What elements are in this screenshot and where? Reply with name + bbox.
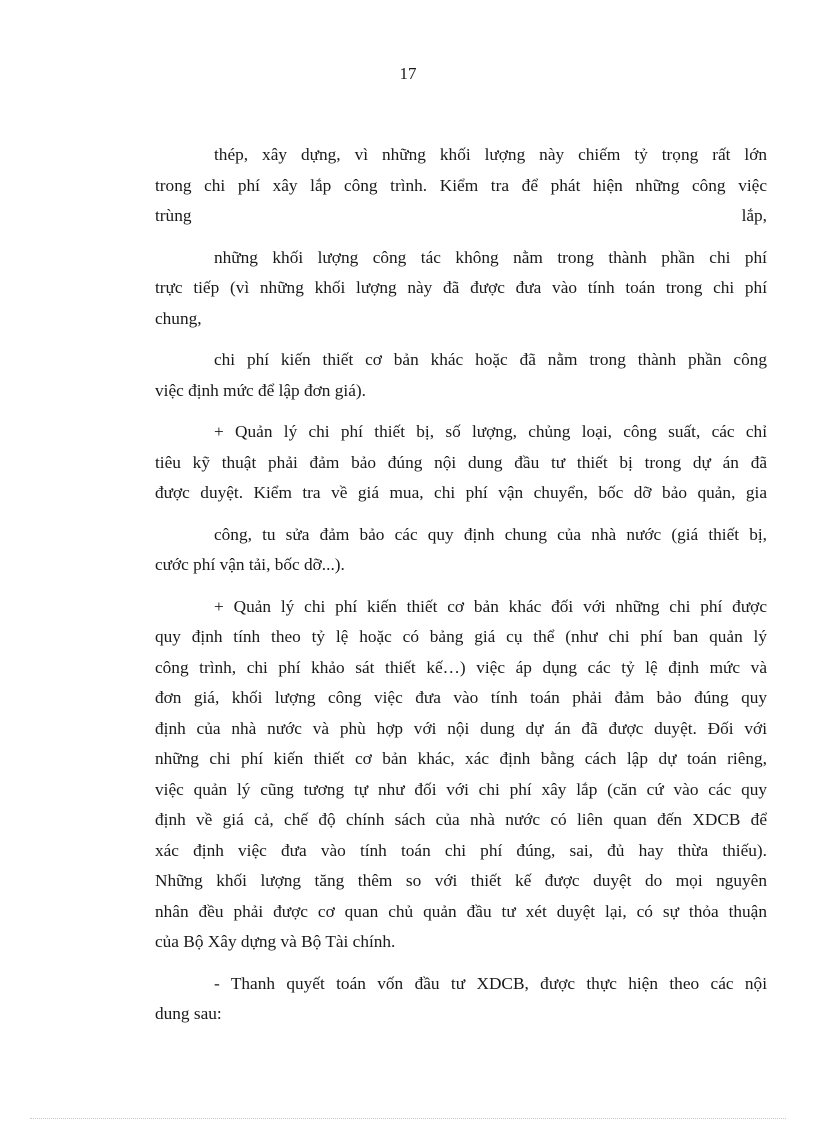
text-line: được duyệt. Kiểm tra về giá mua, chi phí vận chuyển, bốc dỡ bảo quản, gia xyxy=(155,483,767,502)
text-line: quy định tính theo tỷ lệ hoặc có bảng giá cụ thể (như chi phí ban quản lý xyxy=(155,627,767,646)
paragraph xyxy=(155,140,767,232)
text-line: công trình, chi phí khảo sát thiết kế…) việc áp dụng các tỷ lệ định mức và xyxy=(155,657,767,677)
paragraph xyxy=(155,243,767,335)
paragraph xyxy=(155,520,767,581)
paragraph xyxy=(155,417,767,509)
page-number: 17 xyxy=(399,64,417,83)
text-line: việc định mức để lập đơn giá). xyxy=(155,380,366,400)
paragraph xyxy=(155,969,767,1030)
page-footer-rule xyxy=(30,1118,786,1119)
text-line: thép, xây dựng, vì những khối lượng này chiếm tỷ trọng rất lớn xyxy=(214,145,767,164)
text-line: trong chi phí xây lắp công trình. Kiểm tra để phát hiện những công việc xyxy=(155,175,767,195)
paragraph xyxy=(155,345,767,406)
text-line: những khối lượng công tác không nằm trong thành phần chi phí xyxy=(214,247,767,267)
text-line: chung, xyxy=(155,308,202,328)
text-line: tiêu kỹ thuật phải đảm bảo đúng nội dung đầu tư thiết bị trong dự án đã xyxy=(155,452,767,472)
text-line: chi phí kiến thiết cơ bản khác hoặc đã nằm trong thành phần công xyxy=(214,350,767,369)
text-line: định của nhà nước và phù hợp với nội dung dự án đã được duyệt. Đối với xyxy=(155,718,767,738)
paragraph xyxy=(155,592,767,958)
text-line: công, tu sửa đảm bảo các quy định chung của nhà nước (giá thiết bị, xyxy=(214,524,767,544)
text-line: + Quản lý chi phí kiến thiết cơ bản khác đối với những chi phí được xyxy=(214,596,767,616)
text-line: định về giá cả, chế độ chính sách của nhà nước có liên quan đến XDCB để xyxy=(155,810,767,829)
text-line: dung sau: xyxy=(155,1004,222,1023)
text-line: của Bộ Xây dựng và Bộ Tài chính. xyxy=(155,932,396,951)
text-line: - Thanh quyết toán vốn đầu tư XDCB, được thực hiện theo các nội xyxy=(214,973,767,993)
text-line: + Quản lý chi phí thiết bị, số lượng, chủng loại, công suất, các chỉ xyxy=(214,422,767,441)
text-line: trùng lắp, xyxy=(155,206,767,225)
text-line: những chi phí kiến thiết cơ bản khác, xác định bằng cách lập dự toán riêng, xyxy=(155,749,767,768)
text-line: nhân đều phải được cơ quan chủ quản đầu tư xét duyệt lại, có sự thỏa thuận xyxy=(155,901,767,921)
text-line: xác định việc đưa vào tính toán chi phí đúng, sai, đủ hay thừa thiếu). xyxy=(155,840,767,860)
text-line: Những khối lượng tăng thêm so với thiết kế được duyệt do mọi nguyên xyxy=(155,871,767,890)
document-body xyxy=(155,140,767,1030)
text-line: cước phí vận tải, bốc dỡ...). xyxy=(155,555,345,574)
text-line: đơn giá, khối lượng công việc đưa vào tính toán phải đảm bảo đúng quy xyxy=(155,688,767,707)
text-line: trực tiếp (vì những khối lượng này đã được đưa vào tính toán trong chi phí xyxy=(155,278,767,297)
text-line: việc quản lý cũng tương tự như đối với chi phí xây lắp (căn cứ vào các quy xyxy=(155,779,767,799)
